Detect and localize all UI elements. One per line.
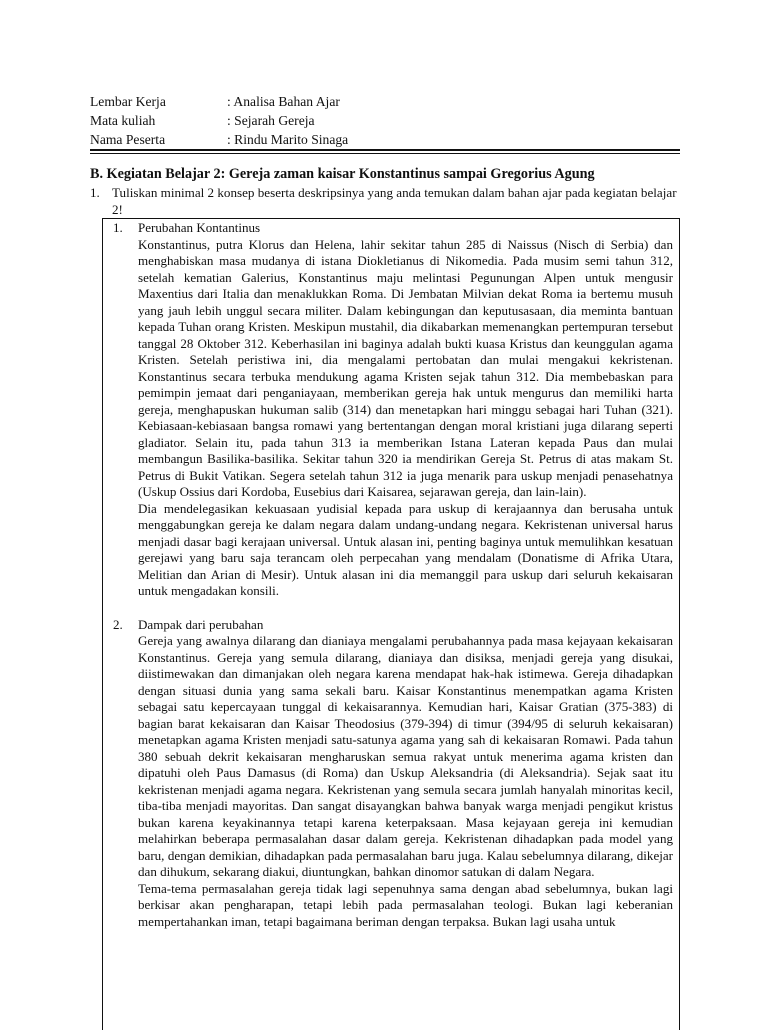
answer-paragraph: Gereja yang awalnya dilarang dan dianiaya mengalami perubahannya pada masa kejayaan kekaisaran Konstantinus. Gereja yang semula dilarang, dianiaya dan disiksa, menjadi gereja yang disukai, diistimewakan dan dimanjakan oleh negara karena mendapat hak-hak istimewa. Gereja dihadapkan dengan situasi dunia yang sama sekali baru. Kaisar Konstantinus menempatkan agama Kristen sebagai satu kepercayaan tunggal di kekaisarannya. Kemudian hari, Kaisar Gratian (375-383) di bagian barat kekaisaran dan Kaisar Theodosius (379-394) di timur (394/95 di seluruh kekaisaran) menetapkan agama Kristen menjadi satu-satunya agama yang sah di kekaisaran Romawi. Pada tahun 380 sebuah dekrit kekaisaran mengharuskan semua rakyat untuk menerima agama kristen dan dipatuhi oleh Paus Damasus (di Roma) dan Uskup Aleksandria (di Aleksandria). Sejak saat itu kekristenan menjadi agama negara. Kekristenan yang semula secara jumlah hanyalah minoritas kecil, tiba-tiba menjadi mayoritas. Dan sangat disayangkan bahwa banyak warga menjadi pengikut kristus bukan karena keyakinannya tetapi karena keterpaksaan. Masa kejayaan gereja ini kemudian melahirkan beberapa permasalahan dasar dalam gereja. Kekristenan dihadapkan pada model yang baru, dengan demikian, dihadapkan pada permasalahan baru juga. Kalau sebelumnya dilarang, dikejar dan dihukum, sekarang diakui, diuntungkan, bahkan dinomor satukan di dalam Negara. (138, 633, 673, 879)
header-value: : Analisa Bahan Ajar (227, 94, 340, 109)
answer-paragraph: Konstantinus, putra Klorus dan Helena, lahir sekitar tahun 285 di Naissus (Nisch di Serbia) dan menghabiskan masa mudanya di istana Diokletianus di Nikomedia. Pada musim semi tahun 312, setelah kematian Galerius, Konstantinus maju melintasi Pegunungan Alpen untuk mengusir Maxentius dari Italia dan menaklukkan Roma. Di Jembatan Milvian dekat Roma ia bertemu musuh yang jauh lebih unggul secara militer. Dalam kebingungan dan keputusasaan, dia meminta bantuan kepada Tuhan orang Kristen. Meskipun mustahil, dia dikabarkan memenangkan pertempuran tersebut tanggal 28 Oktober 312. Keberhasilan ini baginya adalah bukti kuasa Kristus dan keunggulan agama Kristen. Setelah peristiwa ini, dia mengalami pertobatan dan mulai mengakui kekristenan. Konstantinus secara terbuka mendukung agama Kristen sejak tahun 312. Dia membebaskan para pemimpin jemaat dari penganiayaan, memberikan gereja hak untuk mengurus dan memiliki harta gereja, menghapuskan hukuman salib (314) dan menetapkan hari minggu sebagai hari Tuhan (321). Kebiasaan-kebiasaan bangsa romawi yang bertentangan dengan moral kristiani juga dilarang seperti gladiator. Selain itu, pada tahun 313 ia memberikan Istana Lateran kepada Paus dan mulai membangun Basilika-basilika. Sekitar tahun 320 ia mendirikan Gereja St. Petrus di atas makam St. Petrus di Bukit Vatikan. Segera setelah tahun 312 ia juga menarik para uskup menjadi penasehatnya (Uskup Ossius dari Kordoba, Eusebius dari Kaisarea, sejarawan gereja, dan lain-lain). (138, 236, 673, 499)
item-spacer (103, 600, 679, 617)
header-divider-thin (90, 153, 680, 154)
answer-item-title: Perubahan Kontantinus (138, 220, 261, 235)
header-value: : Sejarah Gereja (227, 113, 315, 128)
worksheet-header (90, 92, 680, 149)
header-label: Lembar Kerja (90, 94, 166, 109)
header-row-nama-peserta (90, 130, 680, 149)
header-row-mata-kuliah (90, 111, 680, 130)
header-divider-thick (90, 149, 680, 151)
answer-box (102, 218, 680, 1030)
header-row-lembar-kerja (90, 92, 680, 111)
header-value: : Rindu Marito Sinaga (227, 132, 349, 147)
answer-paragraph: Dia mendelegasikan kekuasaan yudisial kepada para uskup di kerajaannya dan berusaha untuk menggabungkan gereja ke dalam negara dalam undang-undang negara. Kekristenan universal harus menjadi dasar bagi kerajaan universal. Untuk alasan ini, penting baginya untuk memulihkan kesatuan gerejawi yang baru saja terancam oleh perpecahan yang mendalam (Donatisme di Afrika Utara, Melitian dan Arian di Mesir). Untuk alasan ini dia memanggil para uskup dari seluruh kekaisaran untuk mengadakan konsili. (138, 500, 673, 598)
answer-item-number: 2. (113, 616, 123, 632)
question-number: 1. (90, 185, 100, 200)
question (90, 185, 685, 218)
question-text: Tuliskan minimal 2 konsep beserta deskripsinya yang anda temukan dalam bahan ajar pada kegiatan belajar 2! (112, 185, 677, 217)
header-label: Nama Peserta (90, 132, 166, 147)
section-title: B. Kegiatan Belajar 2: Gereja zaman kaisar Konstantinus sampai Gregorius Agung (90, 166, 595, 182)
answer-item-number: 1. (113, 220, 123, 235)
answer-item-1 (103, 220, 679, 600)
answer-item-2 (103, 617, 679, 931)
answer-item-title: Dampak dari perubahan (138, 616, 264, 632)
answer-paragraph: Tema-tema permasalahan gereja tidak lagi sepenuhnya sama dengan abad sebelumnya, bukan lagi berkisar akan pengharapan, tetapi lebih pada permasalahan teologi. Bukan lagi keberanian mempertahankan iman, tetapi bagaimana beriman dengan terpaksa. Bukan lagi usaha untuk (138, 880, 673, 929)
header-label: Mata kuliah (90, 113, 156, 128)
